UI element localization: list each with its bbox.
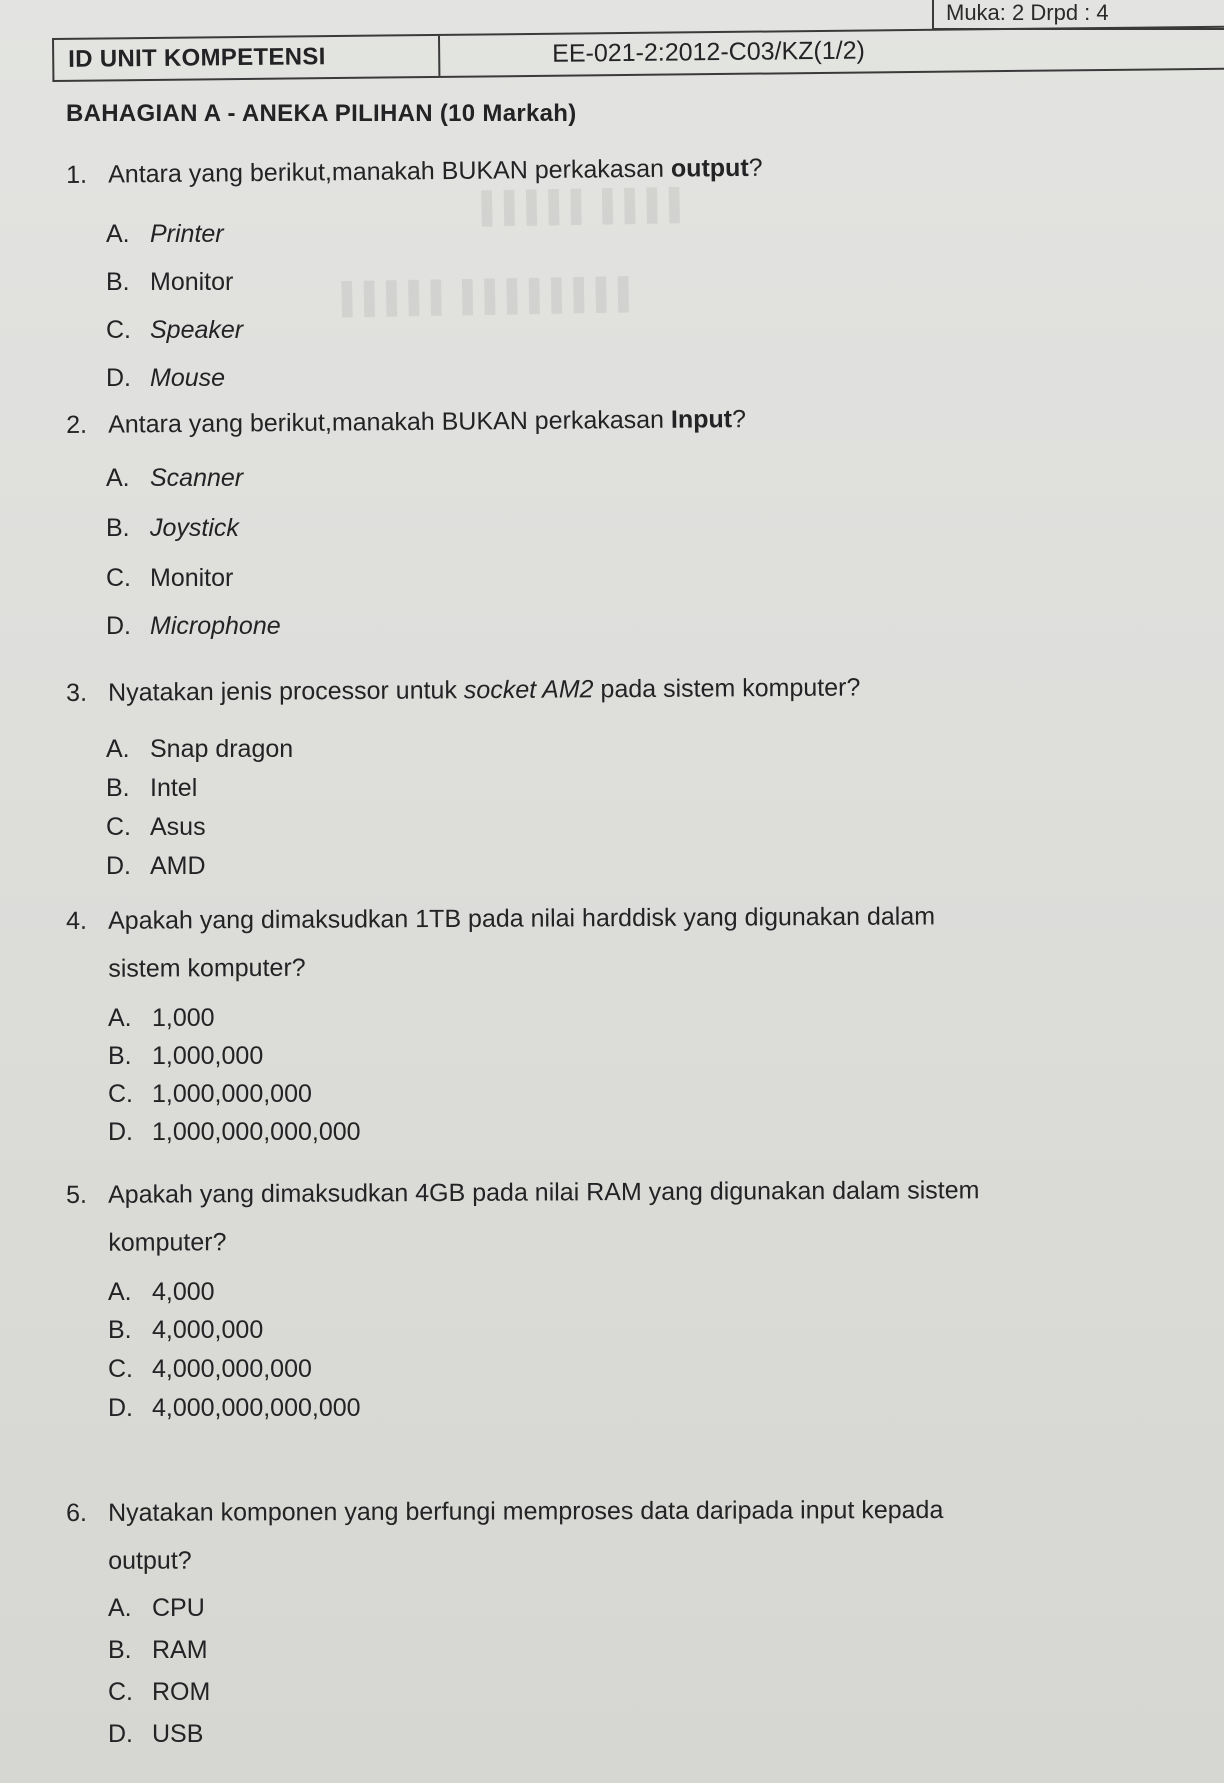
option-letter: B.	[106, 514, 130, 542]
question-5	[66, 1172, 1156, 1260]
option-text: 4,000,000,000,000	[152, 1394, 361, 1422]
question-text-end: pada sistem komputer?	[593, 673, 861, 704]
question-number: 6.	[66, 1498, 87, 1527]
question-text-emphasis: Input	[670, 405, 733, 434]
option	[108, 1116, 361, 1148]
option	[106, 772, 197, 804]
option	[106, 610, 281, 642]
question-number: 4.	[66, 906, 88, 935]
question-text-line1: Apakah yang dimaksudkan 1TB pada nilai harddisk yang digunakan dalam	[108, 902, 936, 935]
option-letter: C.	[106, 316, 131, 344]
option	[108, 1634, 208, 1666]
page-number-text: Muka: 2 Drpd : 4	[946, 0, 1109, 25]
question-text-emphasis: output	[670, 153, 749, 183]
option-text: Asus	[150, 813, 206, 841]
option-letter: B.	[106, 774, 130, 802]
option	[106, 850, 206, 882]
option-text: 4,000	[152, 1278, 215, 1306]
question-text-line1: Apakah yang dimaksudkan 4GB pada nilai RAM yang digunakan dalam sistem	[108, 1176, 980, 1209]
option	[108, 1353, 312, 1385]
question-1	[66, 147, 1156, 192]
option-text: Intel	[150, 774, 198, 802]
option	[108, 1078, 312, 1110]
option	[106, 218, 224, 250]
option-text: Speaker	[150, 316, 244, 344]
option-text: Monitor	[150, 564, 234, 592]
option-letter: D.	[106, 852, 131, 880]
show-through-text: ▌▌▌▌ ▌▌▌▌▌	[469, 188, 680, 225]
question-2	[66, 398, 1156, 442]
option-letter: B.	[108, 1636, 132, 1664]
unit-label-cell: ID UNIT KOMPETENSI	[54, 36, 440, 80]
option-text: USB	[152, 1720, 204, 1748]
option	[106, 512, 239, 544]
option-text: AMD	[150, 852, 206, 880]
option-text: ROM	[152, 1678, 211, 1706]
option-text: Joystick	[150, 514, 239, 542]
question-text: Antara yang berikut,manakah BUKAN perkakasan	[108, 405, 672, 439]
option-text: Scanner	[150, 464, 244, 492]
option-letter: B.	[106, 268, 130, 296]
option	[108, 1592, 205, 1624]
option-text: 4,000,000,000	[152, 1355, 312, 1383]
option	[106, 733, 293, 765]
option-letter: A.	[106, 735, 130, 763]
question-text-line2: komputer?	[108, 1228, 227, 1257]
option-text: 4,000,000	[152, 1316, 264, 1344]
option-letter: A.	[108, 1594, 132, 1622]
option-text: 1,000,000	[152, 1042, 264, 1070]
question-text-emphasis: socket AM2	[463, 675, 594, 705]
question-text-end: ?	[748, 153, 763, 182]
option-text: Printer	[150, 220, 224, 248]
question-4	[66, 898, 1156, 986]
option	[108, 1392, 361, 1424]
option-text: RAM	[152, 1636, 208, 1664]
option-text: 1,000	[152, 1004, 215, 1032]
option-text: Mouse	[150, 364, 226, 392]
section-title: BAHAGIAN A - ANEKA PILIHAN (10 Markah)	[66, 100, 577, 127]
option	[108, 1676, 210, 1708]
option-letter: A.	[108, 1278, 132, 1306]
option-letter: C.	[108, 1080, 133, 1108]
question-number: 5.	[66, 1180, 88, 1209]
option	[106, 811, 206, 843]
question-6	[66, 1492, 1156, 1578]
question-text: Antara yang berikut,manakah BUKAN perkakasan	[108, 154, 672, 189]
option-letter: D.	[108, 1118, 133, 1146]
option	[106, 266, 233, 298]
question-text-line2: sistem komputer?	[108, 953, 306, 983]
option	[106, 462, 243, 494]
option	[108, 1718, 203, 1750]
option-text: CPU	[152, 1594, 205, 1622]
option-letter: D.	[106, 612, 131, 640]
option-text: 1,000,000,000	[152, 1080, 312, 1108]
option	[106, 314, 243, 346]
question-number: 1.	[66, 160, 88, 189]
option	[108, 1314, 263, 1346]
option-letter: D.	[108, 1720, 133, 1748]
option	[106, 562, 233, 594]
question-text-line1: Nyatakan komponen yang berfungi memproses data daripada input kepada	[108, 1495, 944, 1527]
option	[108, 1002, 215, 1034]
option-letter: D.	[106, 364, 131, 392]
option-letter: A.	[108, 1004, 132, 1032]
option	[108, 1040, 263, 1072]
question-number: 2.	[66, 410, 88, 439]
option	[106, 362, 225, 394]
unit-code-cell: EE-021-2:2012-C03/KZ(1/2)	[552, 36, 865, 68]
question-text-line2: output?	[108, 1546, 192, 1575]
show-through-text: ▌▌▌▌▌▌▌▌ ▌▌▌▌▌	[329, 277, 629, 316]
question-text: Nyatakan jenis processor untuk	[108, 676, 464, 707]
question-number: 3.	[66, 678, 88, 707]
option-letter: C.	[106, 813, 131, 841]
question-text-end: ?	[731, 405, 747, 434]
option-letter: C.	[108, 1355, 133, 1383]
option-letter: B.	[108, 1042, 132, 1070]
option	[108, 1276, 215, 1308]
option-letter: D.	[108, 1394, 133, 1422]
option-letter: A.	[106, 464, 130, 492]
option-letter: C.	[108, 1678, 133, 1706]
option-text: Monitor	[150, 268, 234, 296]
option-letter: B.	[108, 1316, 132, 1344]
option-text: Snap dragon	[150, 735, 294, 763]
option-letter: C.	[106, 564, 131, 592]
question-3	[66, 668, 1156, 710]
option-text: 1,000,000,000,000	[152, 1118, 361, 1146]
option-letter: A.	[106, 220, 130, 248]
option-text: Microphone	[150, 612, 281, 640]
unit-header-table	[52, 26, 1224, 82]
